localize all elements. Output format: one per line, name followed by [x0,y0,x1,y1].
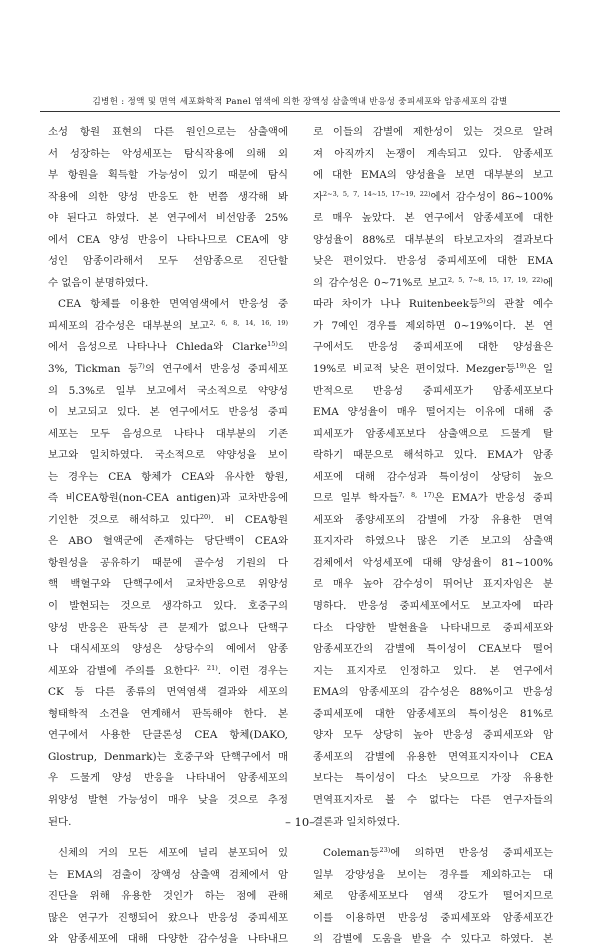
text-line: 결론과 일치하였다. [313,815,400,828]
text-line: 서 성장하는 악성세포는 탐식작용에 의해 외 [48,147,288,160]
text-line: 반적으로 반응성 중피세포가 암종세포보다 [313,384,553,397]
text-line [313,294,553,316]
text-line [48,316,288,338]
text-line [313,273,553,295]
text-line: 수 없음이 분명하였다. [48,276,149,289]
text-line: 세포와 종양세포의 감별에 가장 유용한 면역 [313,513,553,526]
text-fragment: 피세포의 감수성은 대부분의 보고 [48,319,210,332]
citation-superscript: 15) [267,340,278,349]
text-line: 세포는 모두 음성으로 나타나 대부분의 기존 [48,427,288,440]
text-line: 은 ABO 혈액군에 존재하는 당단백이 CEA와 [48,535,288,548]
text-line: 나 대식세포의 양성은 상당수의 예에서 암종 [48,643,288,656]
text-line: 보다는 특이성이 다소 낮으므로 가장 유용한 [313,772,553,785]
text-line: 위양성 발현 가능성이 매우 낮을 것으로 추정 [48,793,288,806]
text-line: 로 이들의 감별에 제한성이 있는 것으로 알려 [313,126,553,138]
text-line: 중피세포에 대한 암종세포의 특이성은 81%로 [313,707,553,720]
text-line: 우 드물게 양성 반응을 나타내어 암종세포의 [48,772,288,785]
text-line: 져 아직까지 논쟁이 계속되고 있다. 암종세포 [313,147,553,160]
text-line: CK 등 다른 종류의 면역염색 결과와 세포의 [48,686,288,699]
text-line: 명하다. 반응성 중피세포에서도 보고자에 따라 [313,600,553,613]
text-line: 가 7예인 경우를 제외하면 0~19%이다. 본 연 [313,319,553,332]
text-fragment: . 비 CEA항원 [210,513,288,526]
text-line: 락하기 때문으로 해석하고 있다. EMA가 암종 [313,449,553,462]
page-number: – 10– [285,815,315,829]
text-line: 에서 CEA 양성 반응이 나타나므로 CEA에 양 [48,233,288,246]
text-line: 에 대한 EMA의 양성율을 보면 대부분의 보고 [313,169,553,182]
text-line [313,359,553,381]
text-line [48,359,288,381]
text-line [313,488,553,510]
text-line: 소성 항원 표현의 다른 원인으로는 삼출액에 [48,126,288,138]
text-line: 와 암종세포에 대해 다양한 감수성을 나타내므 [48,933,288,946]
text-line [313,187,553,209]
text-line [48,661,288,683]
text-fragment: 에서 음성으로 나타나나 Chleda와 Clarke [48,341,268,354]
text-line: 연구에서 사용한 단클론성 CEA 항체(DAKO, [48,729,288,742]
text-fragment: 의 관찰 예수 [485,298,553,311]
text-line [48,337,288,359]
text-fragment: 의 [277,341,288,354]
text-line: 야 된다고 하였다. 본 연구에서 비선암종 25% [48,212,288,225]
text-line: 는 EMA의 검출이 장액성 삼출액 검체에서 암 [48,868,288,881]
text-fragment: 에 [542,276,553,289]
text-fragment: 므로 일부 학자들 [313,492,399,505]
text-line: 된다. [48,815,72,828]
text-fragment: 에 의하면 반응성 중피세포는 [390,847,553,860]
text-fragment: 19%로 비교적 낮은 편이었다. Mezger등 [313,363,516,376]
text-line: Glostrup, Denmark)는 호중구와 단핵구에서 매 [48,750,288,763]
text-line: 의 5.3%로 일부 보고에서 국소적으로 약양성 [48,384,288,397]
text-line: 양성율이 88%로 대부분의 타보고자의 결과보다 [313,233,553,246]
text-fragment: 은 EMA가 반응성 중피 [434,492,553,505]
text-line: 로 매우 높아 감수성이 뛰어난 표지자임은 분 [313,578,553,591]
text-line [48,510,288,532]
text-line: 표지자라 하였으나 많은 기존 보고의 삼출액 [313,535,553,548]
text-line: 체로 암종세포보다 염색 강도가 떨어지므로 [313,890,553,903]
text-line: 다소 다양한 발현율을 나타내므로 중피세포와 [313,621,553,634]
text-line: 보고와 일치하였다. 국소적으로 약양성을 보이 [48,449,288,462]
text-line: 작용에 의한 양성 반응도 한 번쯤 생각해 봐 [48,190,288,203]
text-fragment: 자 [313,190,324,203]
text-line: 의 감별에 도움을 받을 수 있다고 하였다. 본 [313,933,553,946]
citation-superscript: 5) [479,297,486,306]
citation-superscript: 2~3, 5, 7, 14~15, 17~19, 22) [323,189,431,198]
citation-superscript: 2, 6, 8, 14, 16, 19) [209,318,288,327]
text-line [313,843,553,865]
text-line: 지는 표지자로 인정하고 있다. 본 연구에서 [313,664,553,677]
text-fragment: 기인한 것으로 해석하고 있다 [48,513,200,526]
text-line: 부 항원을 획득할 가능성이 있기 때문에 탐식 [48,169,288,182]
text-line: 암종세포간의 감별에 특이성이 CEA보다 떨어 [313,643,553,656]
citation-superscript: 20) [199,512,211,521]
citation-superscript: 7) [138,362,145,371]
text-line: 피세포가 암종세포보다 삼출액으로 드물게 탈 [313,427,553,440]
text-line: 이를 이용하면 반응성 중피세포와 암종세포간 [313,911,553,924]
text-line: 이 발현되는 것으로 생각하고 있다. 호중구의 [48,600,288,613]
text-fragment: 의 연구에서 반응성 중피세포 [144,363,288,376]
text-fragment: 은 일 [526,363,553,376]
text-line: 많은 연구가 진행되어 왔으나 반응성 중피세포 [48,911,288,924]
text-line: 종세포의 감별에 유용한 면역표지자이나 CEA [313,750,553,763]
citation-superscript: 7, 8, 17) [398,491,435,500]
text-line: 세포에 대해 감수성과 특이성이 상당히 높으 [313,470,553,483]
text-line: 면역표지자로 볼 수 없다는 다른 연구자들의 [313,793,553,806]
text-line: 검체에서 악성세포에 대해 양성율이 81~100% [313,556,553,569]
text-line: 성인 암종이라해서 모두 선암종으로 진단할 [48,255,288,268]
text-fragment: 3%, Tickman 등 [48,363,139,376]
text-line: 낮은 편이었다. 반응성 중피세포에 대한 EMA [313,255,553,268]
running-header: 김병헌 : 정액 및 면역 세포화학적 Panel 염색에 의한 장액성 삼출액내 반응성 중피세포와 암종세포의 감별 [92,97,508,107]
text-line: 신체의 거의 모든 세포에 널리 분포되어 있 [58,847,288,860]
text-fragment: Coleman등 [323,847,380,860]
text-fragment: . 이런 경우는 [217,664,288,677]
text-line: 구에서도 반응성 중피세포에 대한 양성율은 [313,341,553,354]
text-line: 는 경우는 CEA 항체가 CEA와 유사한 항원, [48,470,288,483]
text-fragment: 세포와 감별에 주의를 요한다 [48,664,194,677]
text-fragment: 에서 감수성이 86~100% [430,190,553,203]
text-line: 형태학적 소견을 연계해서 판독해야 한다. 본 [48,707,288,720]
text-line: 일부 강양성을 보이는 경우를 제외하고는 대 [313,868,553,881]
text-line: 양자 모두 상당히 높아 반응성 중피세포와 암 [313,729,553,742]
paragraph-gap [48,833,288,843]
text-line: 이 보고되고 있다. 본 연구에서도 반응성 중피 [48,406,288,419]
text-line: 진단을 위해 유용한 것인가 하는 점에 관해 [48,890,288,903]
text-line: CEA 항체를 이용한 면역염색에서 반응성 중 [58,298,288,311]
citation-superscript: 2, 21) [193,663,218,672]
citation-superscript: 2, 5, 7~8, 15, 17, 19, 22) [447,275,543,284]
text-line: 양성 반응은 판독상 큰 문제가 없으나 단핵구 [48,621,288,634]
text-line: 로 매우 높았다. 본 연구에서 암종세포에 대한 [313,212,553,225]
paragraph-gap [313,833,553,843]
text-line: EMA의 암종세포의 감수성은 88%이고 반응성 [313,686,553,699]
text-line: 항원성을 공유하기 때문에 골수성 기원의 다 [48,556,288,569]
text-fragment: 의 감수성은 0~71%로 보고 [313,276,448,289]
text-line: 즉 비CEA항원(non-CEA antigen)과 교차반응에 [48,492,288,505]
citation-superscript: 19) [515,362,527,371]
citation-superscript: 23) [379,846,391,855]
text-fragment: 따라 차이가 나나 Ruitenbeek등 [313,298,480,311]
text-line: EMA 양성율이 매우 떨어지는 이유에 대해 중 [313,406,553,419]
header-rule [40,111,560,112]
text-line: 핵 백혈구와 단핵구에서 교차반응으로 위양성 [48,578,288,591]
